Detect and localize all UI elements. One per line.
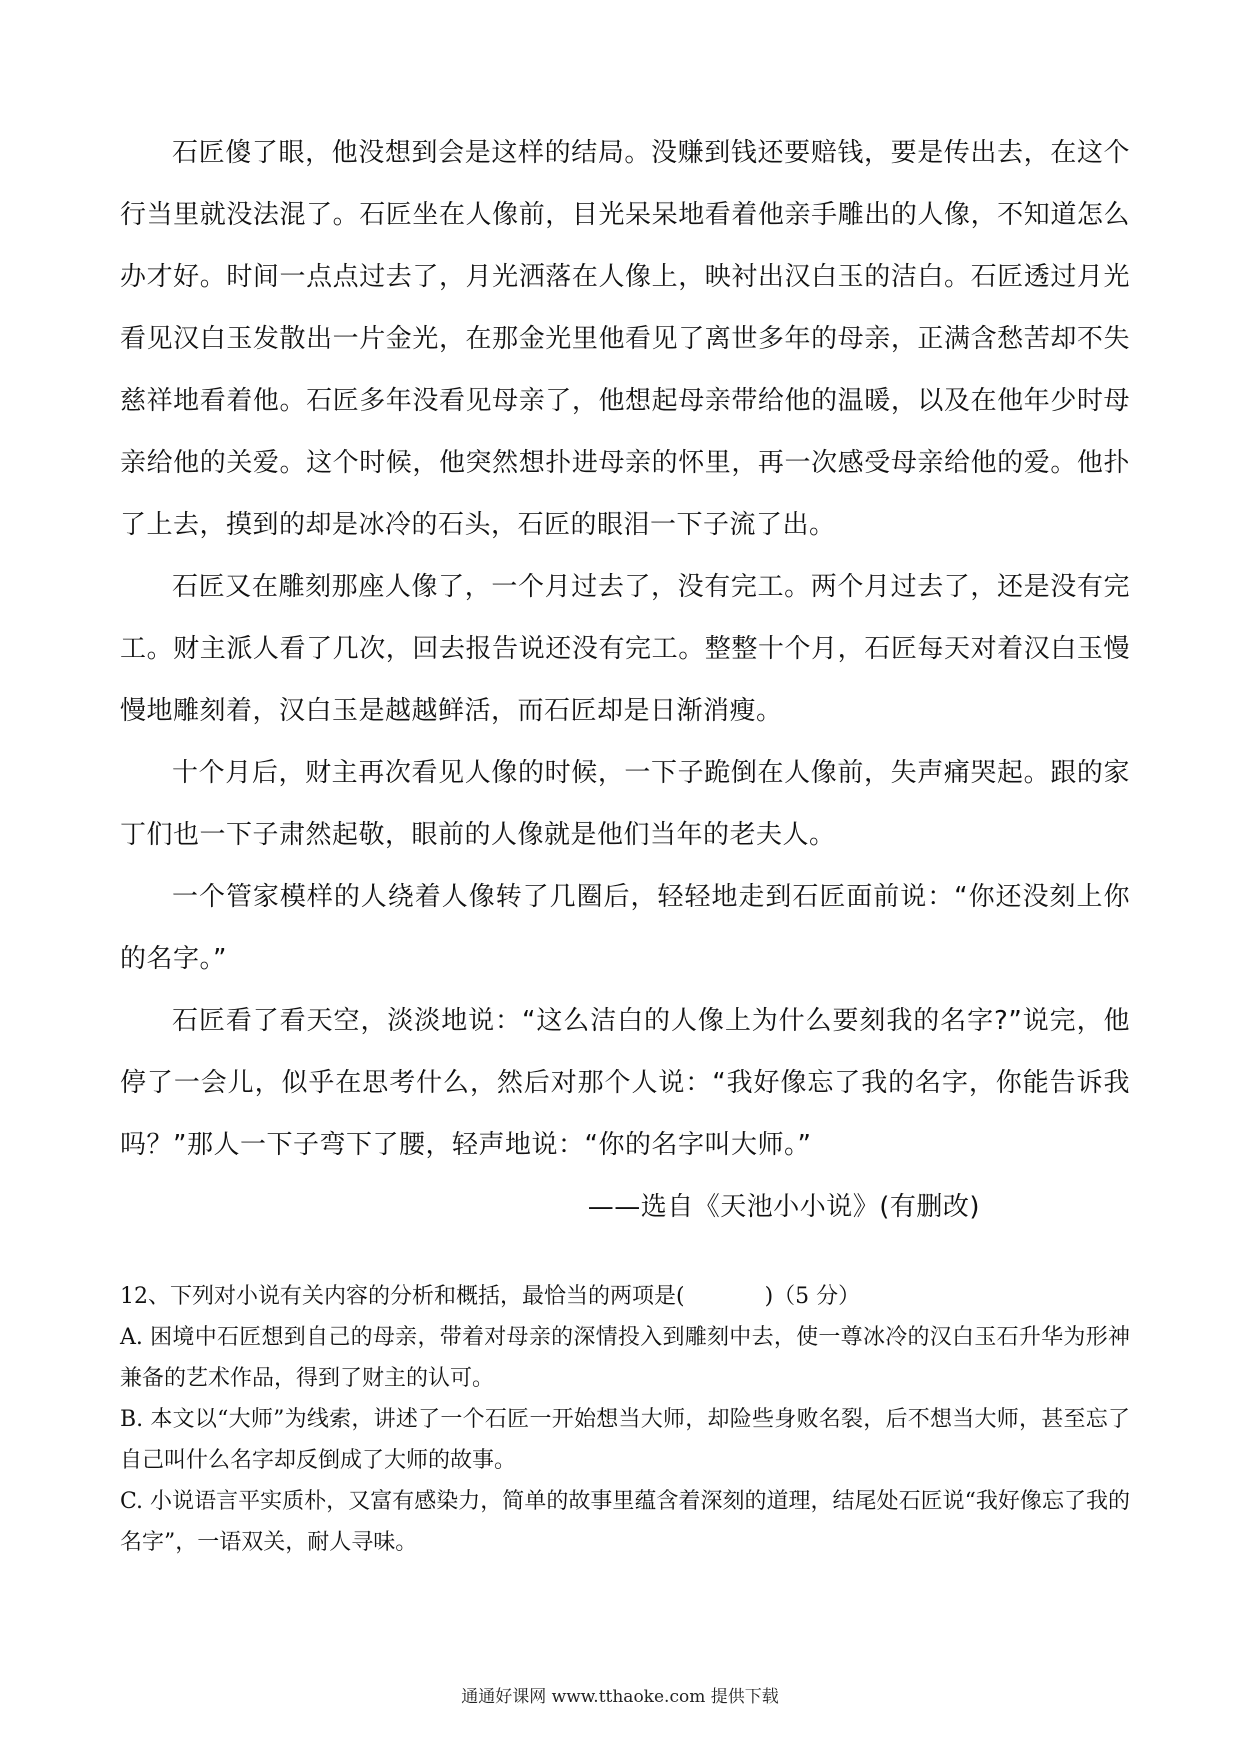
option-a: A. 困境中石匠想到自己的母亲，带着对母亲的深情投入到雕刻中去，使一尊冰冷的汉白玉石升华为形神兼备的艺术作品，得到了财主的认可。 xyxy=(120,1325,1130,1391)
question-block xyxy=(120,1276,1130,1563)
story-paragraph: 石匠傻了眼，他没想到会是这样的结局。没赚到钱还要赔钱，要是传出去，在这个行当里就没法混了。石匠坐在人像前，目光呆呆地看着他亲手雕出的人像，不知道怎么办才好。时间一点点过去了，月光洒落在人像上，映衬出汉白玉的洁白。石匠透过月光看见汉白玉发散出一片金光，在那金光里他看见了离世多年的母亲，正满含愁苦却不失慈祥地看着他。石匠多年没看见母亲了，他想起母亲带给他的温暖，以及在他年少时母亲给他的关爱。这个时候，他突然想扑进母亲的怀里，再一次感受母亲给他的爱。他扑了上去，摸到的却是冰冷的石头，石匠的眼泪一下子流了出。 xyxy=(120,138,1130,540)
source-attribution: ——选自《天池小小说》(有删改) xyxy=(587,1192,980,1222)
story-paragraph: 石匠又在雕刻那座人像了，一个月过去了，没有完工。两个月过去了，还是没有完工。财主派人看了几次，回去报告说还没有完工。整整十个月，石匠每天对着汉白玉慢慢地雕刻着，汉白玉是越越鲜活，而石匠却是日渐消瘦。 xyxy=(120,572,1130,726)
story-paragraph: 石匠看了看天空，淡淡地说：“这么洁白的人像上为什么要刻我的名字?”说完，他停了一会儿，似乎在思考什么，然后对那个人说：“我好像忘了我的名字，你能告诉我吗？”那人一下子弯下了腰，轻声地说：“你的名字叫大师。” xyxy=(120,1006,1130,1160)
story-passage xyxy=(120,122,1130,1238)
option-b: B. 本文以“大师”为线索，讲述了一个石匠一开始想当大师，却险些身败名裂，后不想当大师，甚至忘了自己叫什么名字却反倒成了大师的故事。 xyxy=(120,1407,1130,1473)
question-stem-text: 12、下列对小说有关内容的分析和概括，最恰当的两项是( xyxy=(120,1284,685,1309)
question-stem xyxy=(120,1276,1130,1317)
option-c: C. 小说语言平实质朴，又富有感染力，简单的故事里蕴含着深刻的道理，结尾处石匠说“我好像忘了我的名字”，一语双关，耐人寻味。 xyxy=(120,1489,1130,1555)
story-paragraph: 一个管家模样的人绕着人像转了几圈后，轻轻地走到石匠面前说：“你还没刻上你的名字。” xyxy=(120,882,1130,974)
page-footer: 通通好课网 www.tthaoke.com 提供下载 xyxy=(461,1687,779,1707)
story-paragraph: 十个月后，财主再次看见人像的时候，一下子跪倒在人像前，失声痛哭起。跟的家丁们也一下子肃然起敬，眼前的人像就是他们当年的老夫人。 xyxy=(120,758,1130,850)
question-points: )（5 分） xyxy=(764,1284,861,1309)
